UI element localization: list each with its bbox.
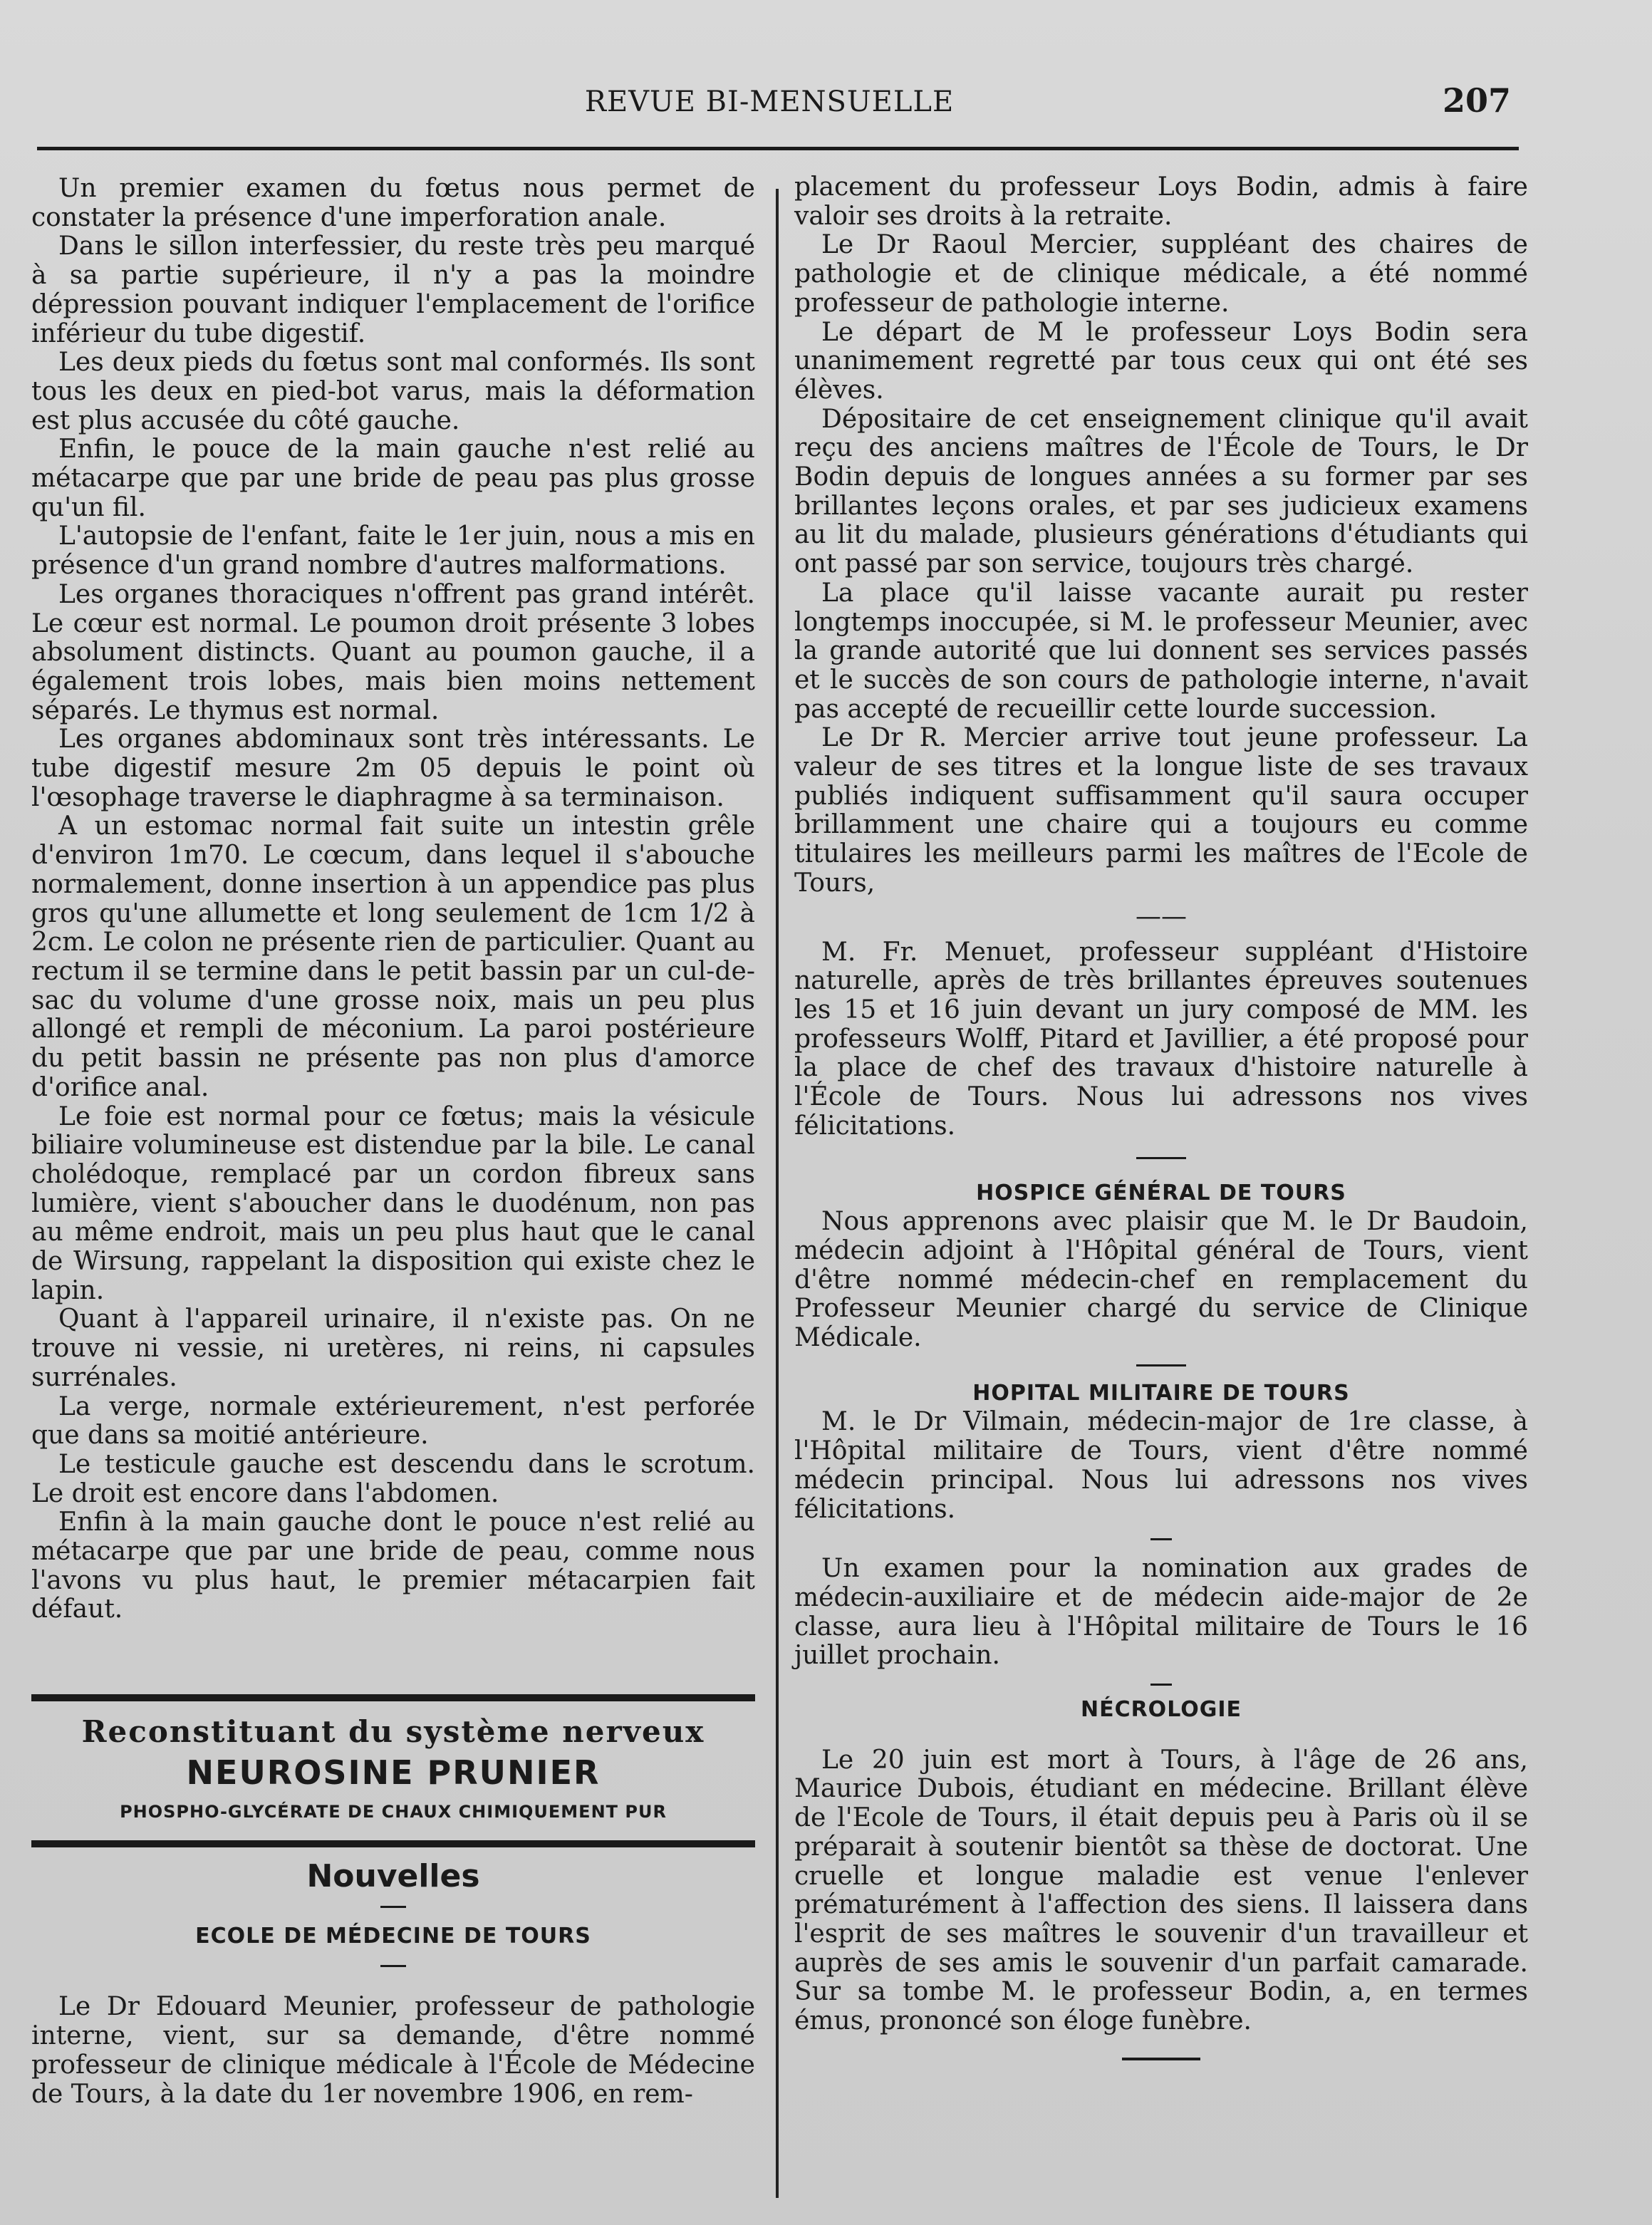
paragraph: Quant à l'appareil urinaire, il n'existe pas. On ne trouve ni vessie, ni uretères, ni reins, ni capsules surrénales.	[31, 1305, 755, 1392]
paragraph: Le foie est normal pour ce fœtus; mais la vésicule biliaire volumineuse est distendue par la bile. Le canal cholédoque, remplacé par un cordon fibreux sans lumière, vient s'aboucher dans le duodénum, non pas au même endroit, mais un peu plus haut que le canal de Wirsung, rappelant la disposition qui existe chez le lapin.	[31, 1101, 755, 1305]
paragraph: Le Dr R. Mercier arrive tout jeune professeur. La valeur de ses titres et la longue liste de ses travaux publiés indiquent suffisamment qu'il saura occuper brillamment une chaire qui a toujours eu comme titulaires les meilleurs parmi les maîtres de l'Ecole de Tours,	[794, 723, 1528, 898]
column-divider	[776, 189, 779, 2198]
advert-bottom-rule	[31, 1840, 755, 1847]
paragraph: Les organes thoraciques n'offrent pas grand intérêt. Le cœur est normal. Le poumon droit présente 3 lobes absolument distincts. Quant au poumon gauche, il a également trois lobes, mais bien moins nettement séparés. Le thymus est normal.	[31, 579, 755, 725]
paragraph: Le 20 juin est mort à Tours, à l'âge de 26 ans, Maurice Dubois, étudiant en médecine. Brillant élève de l'Ecole de Tours, il était depuis peu à Paris où il se préparait à soutenir bientôt sa thèse de doctorat. Une cruelle et longue maladie est venue l'enlever prématurément à l'affection des siens. Il laissera dans l'esprit de ses maîtres le souvenir d'un travailleur et auprès de ses amis le souvenir d'un parfait camarade. Sur sa tombe M. le professeur Bodin, a, en termes émus, prononcé son éloge funèbre.	[794, 1745, 1528, 2036]
paragraph: Le testicule gauche est descendu dans le scrotum. Le droit est encore dans l'abdomen.	[31, 1449, 755, 1508]
paragraph: Le Dr Edouard Meunier, professeur de pathologie interne, vient, sur sa demande, d'être nommé professeur de clinique médicale à l'École de Médecine de Tours, à la date du 1er novembre 1906, en rem-	[31, 1992, 755, 2109]
paragraph: Le départ de M le professeur Loys Bodin sera unanimement regretté par tous ceux qui ont été ses élèves.	[794, 317, 1528, 405]
paragraph: Un examen pour la nomination aux grades de médecin-auxiliaire et de médecin aide-major de 2e classe, aura lieu à l'Hôpital militaire de Tours le 16 juillet prochain.	[794, 1554, 1528, 1671]
paragraph: La verge, normale extérieurement, n'est perforée que dans sa moitié antérieure.	[31, 1391, 755, 1451]
separator-dash	[380, 1906, 406, 1908]
paragraph: Les organes abdominaux sont très intéressants. Le tube digestif mesure 2m 05 depuis le point où l'œsophage traverse le diaphragme à sa terminaison.	[31, 725, 755, 812]
section-heading: HOPITAL MILITAIRE DE TOURS	[972, 1380, 1350, 1406]
paragraph: La place qu'il laisse vacante aurait pu rester longtemps inoccupée, si M. le professeur Meunier, avec la grande autorité que lui donnent ses services passés et le succès de son cours de pathologie interne, n'avait pas accepté de recueillir cette lourde succession.	[794, 578, 1528, 724]
advert-tagline: Reconstituant du système nerveux	[81, 1714, 705, 1749]
running-header-title: REVUE BI-MENSUELLE	[584, 85, 955, 118]
separator-dash	[380, 1965, 406, 1967]
advert-top-rule	[31, 1694, 755, 1701]
section-heading: HOSPICE GÉNÉRAL DE TOURS	[976, 1180, 1346, 1205]
advert-product-description: PHOSPHO-GLYCÉRATE DE CHAUX CHIMIQUEMENT PUR	[120, 1802, 667, 1822]
page-number: 207	[1443, 81, 1512, 120]
left-column	[31, 175, 755, 1624]
paragraph: Dépositaire de cet enseignement clinique qu'il avait reçu des anciens maîtres de l'École de Tours, le Dr Bodin depuis de longues années a su former par ses brillantes leçons orales, et par ses judicieux examens au lit du malade, plusieurs générations d'étudiants qui ont passé par son service, toujours très chargé.	[794, 404, 1528, 579]
paragraph: Nous apprenons avec plaisir que M. le Dr Baudoin, médecin adjoint à l'Hôpital général de Tours, vient d'être nommé médecin-chef en remplacement du Professeur Meunier chargé du service de Clinique Médicale.	[794, 1207, 1528, 1353]
news-section	[31, 1854, 755, 2109]
section-heading: NÉCROLOGIE	[1080, 1697, 1242, 1723]
paragraph: placement du professeur Loys Bodin, admis à faire valoir ses droits à la retraite.	[794, 172, 1528, 231]
section-heading: ECOLE DE MÉDECINE DE TOURS	[195, 1923, 591, 1949]
paragraph: A un estomac normal fait suite un intestin grêle d'environ 1m70. Le cœcum, dans lequel il s'abouche normalement, donne insertion à un appendice pas plus gros qu'une allumette et long seulement de 1cm 1/2 à 2cm. Le colon ne présente rien de particulier. Quant au rectum il se termine dans le petit bassin par un cul-de-sac du volume d'une grosse noix, mais un peu plus allongé et rempli de méconium. La paroi postérieure du petit bassin ne présente pas non plus d'amorce d'orifice anal.	[31, 811, 755, 1102]
paragraph: Enfin, le pouce de la main gauche n'est relié au métacarpe que par une bride de peau pas plus grosse qu'un fil.	[31, 435, 755, 522]
right-column	[794, 173, 1528, 2060]
advertisement	[31, 1694, 755, 1847]
paragraph: M. Fr. Menuet, professeur suppléant d'Histoire naturelle, après de très brillantes épreuves soutenues les 15 et 16 juin devant un jury composé de MM. les professeurs Wolff, Pitard et Javillier, a été proposé pour la place de chef des travaux d'histoire naturelle à l'École de Tours. Nous lui adressons nos vives félicitations.	[794, 937, 1528, 1141]
paragraph: Les deux pieds du fœtus sont mal conformés. Ils sont tous les deux en pied-bot varus, mais la déformation est plus accusée du côté gauche.	[31, 348, 755, 435]
paragraph: Enfin à la main gauche dont le pouce n'est relié au métacarpe que par une bride de peau, comme nous l'avons vu plus haut, le premier métacarpien fait défaut.	[31, 1508, 755, 1624]
separator-dashes: ——	[1136, 901, 1187, 931]
header-rule	[37, 147, 1519, 150]
paragraph: M. le Dr Vilmain, médecin-major de 1re classe, à l'Hôpital militaire de Tours, vient d'être nommé médecin principal. Nous lui adressons nos vives félicitations.	[794, 1407, 1528, 1524]
paragraph: Le Dr Raoul Mercier, suppléant des chaires de pathologie et de clinique médicale, a été nommé professeur de pathologie interne.	[794, 230, 1528, 318]
end-separator-bar	[1122, 2058, 1200, 2060]
news-title: Nouvelles	[306, 1858, 480, 1894]
advert-product-name: NEUROSINE PRUNIER	[186, 1753, 601, 1792]
paragraph: Un premier examen du fœtus nous permet de constater la présence d'une imperforation anale.	[31, 174, 755, 232]
paragraph: Dans le sillon interfessier, du reste très peu marqué à sa partie supérieure, il n'y a pas la moindre dépression pouvant indiquer l'emplacement de l'orifice inférieur du tube digestif.	[31, 232, 755, 348]
paragraph: L'autopsie de l'enfant, faite le 1er juin, nous a mis en présence d'un grand nombre d'autres malformations.	[31, 522, 755, 581]
